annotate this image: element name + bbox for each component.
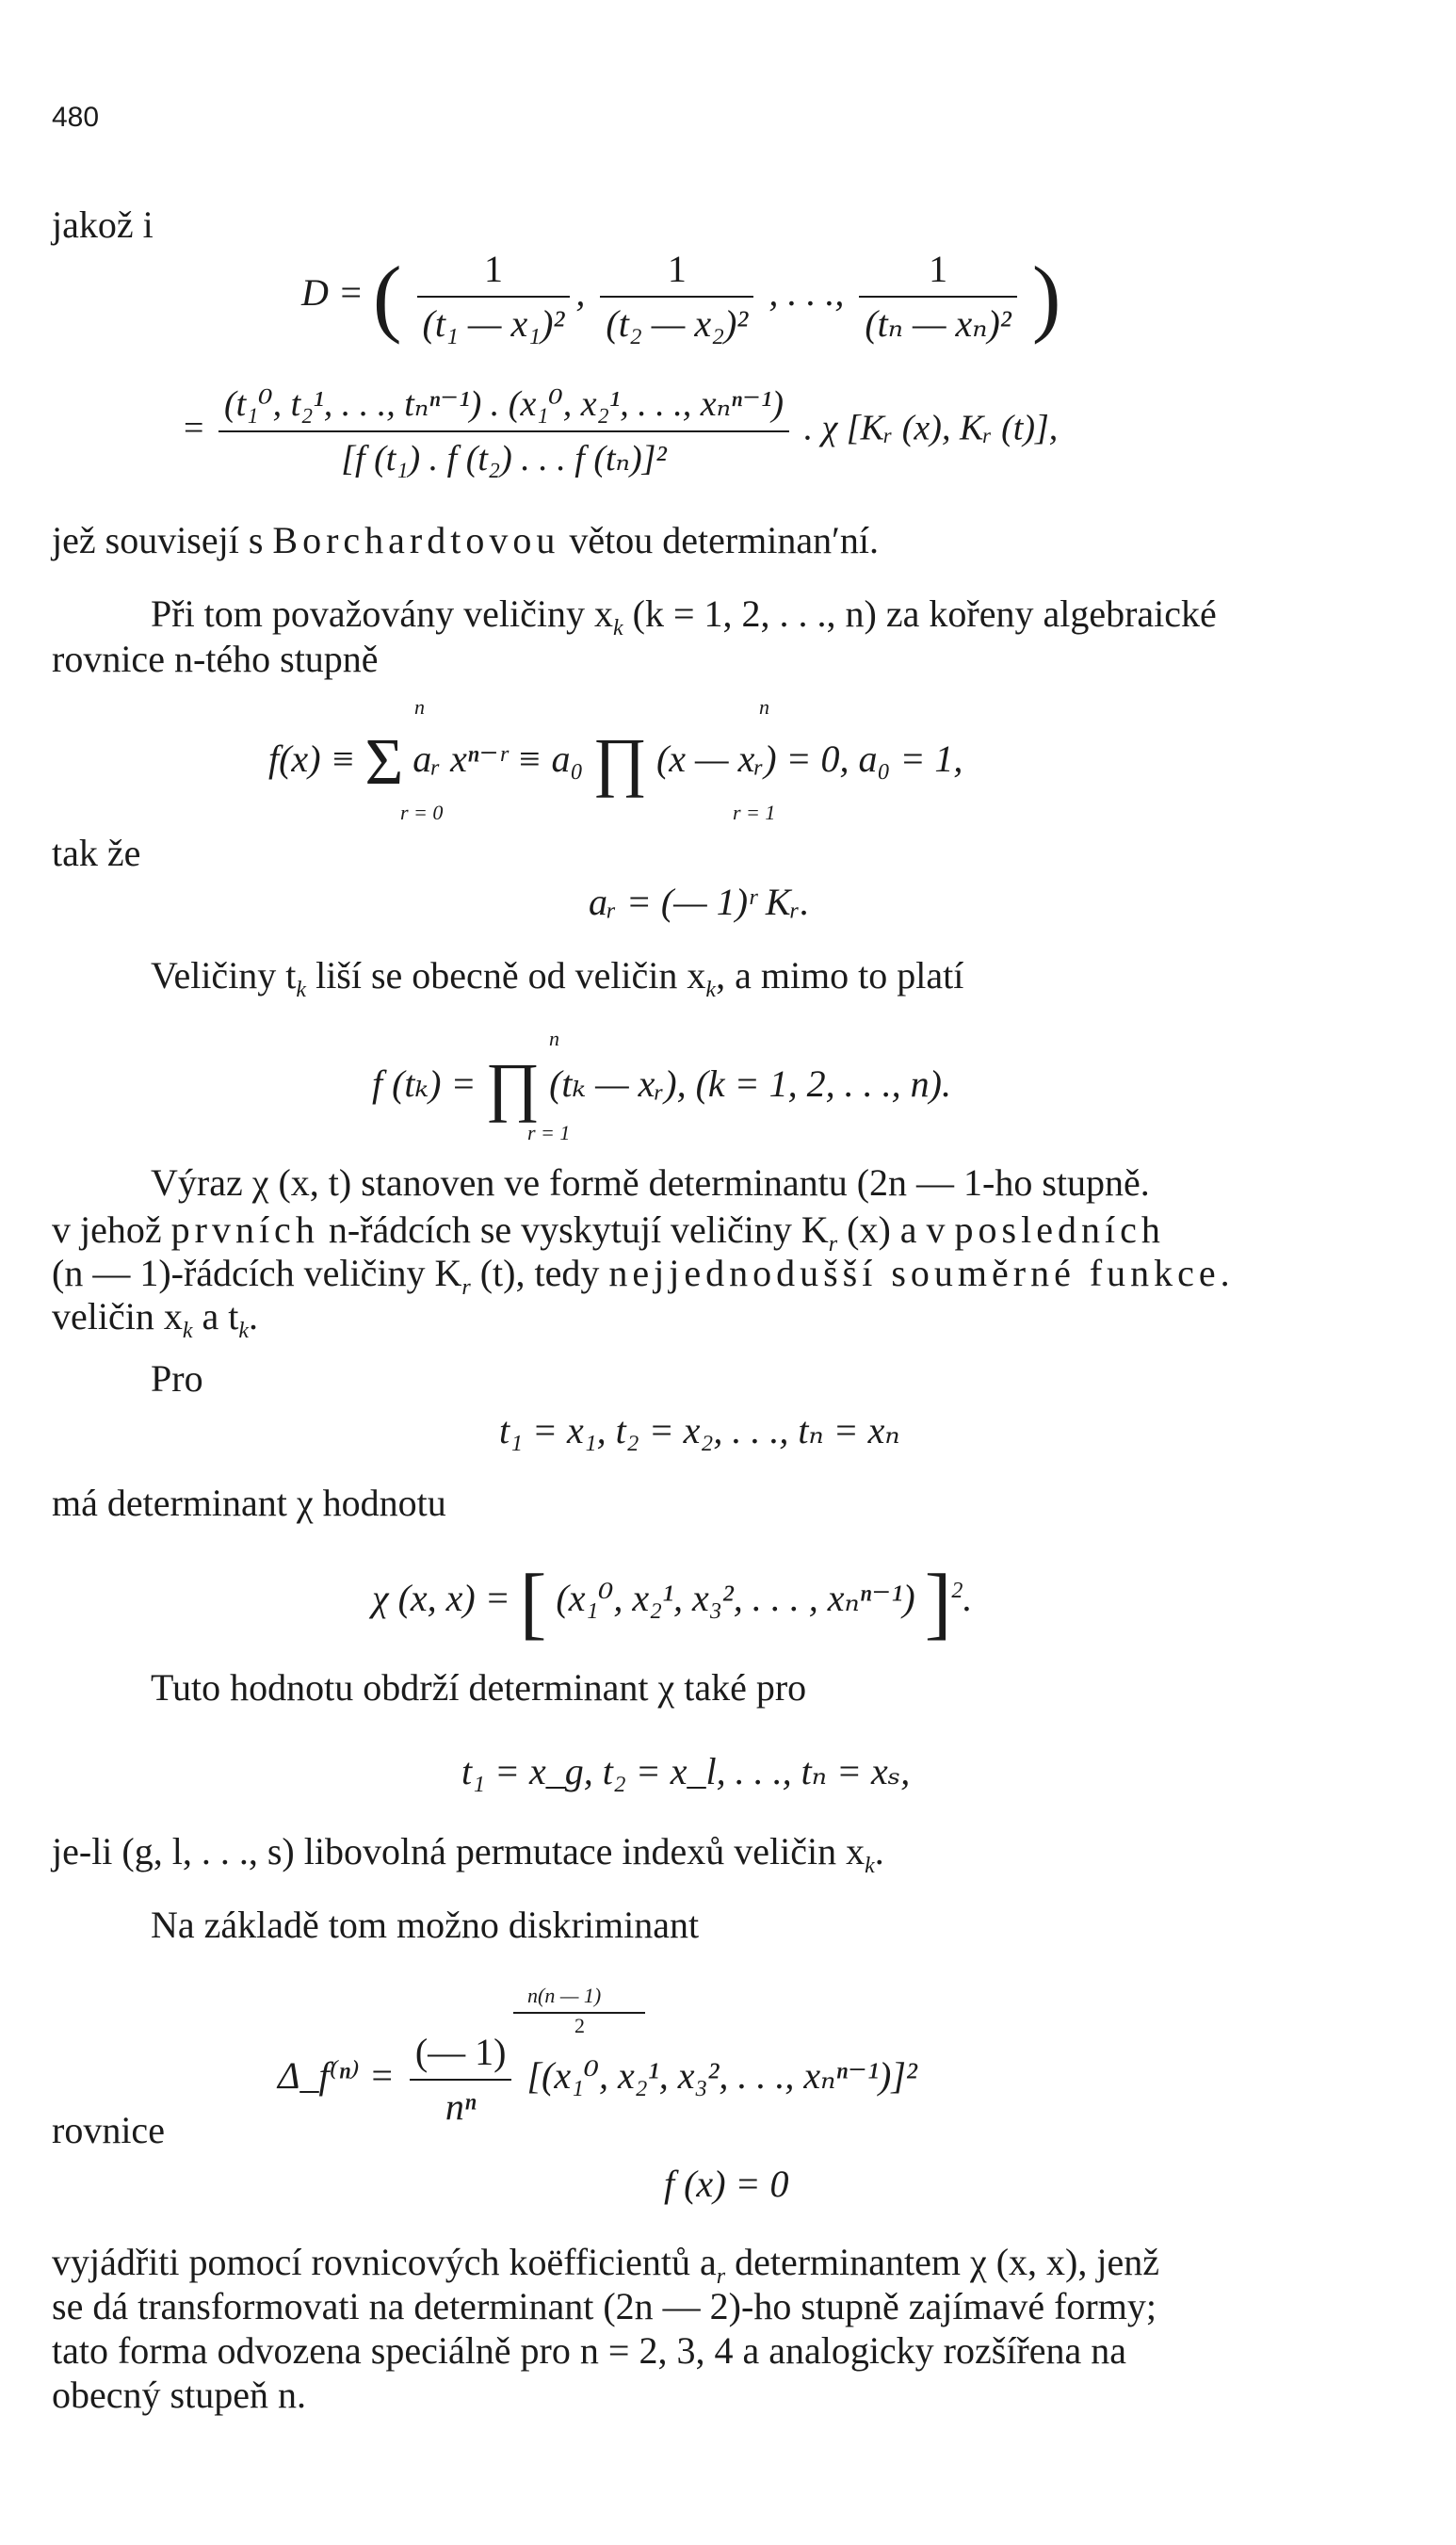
numerator-base: (— 1) [414,2031,507,2073]
exponent-numerator: n(n — 1) [527,1984,602,2007]
text-line [151,953,963,1013]
denominator: (t₂ — x₂)² [600,296,753,347]
text-span: větou determinanʹní. [569,519,880,561]
text-line: tato forma odvozena speciálně pro n = 2, 3, 4 a analogicky rozšířena na [52,2329,1127,2372]
equation-mid: aᵣ xⁿ⁻ʳ ≡ a₀ [413,738,584,781]
equation-lhs: f (tₖ) = [372,1062,477,1106]
equation-lhs: χ (x, x) = [372,1577,510,1620]
equation-tail: . χ [Kᵣ (x), Kᵣ (t)], [803,408,1059,448]
text-span: liší se obecně od veličin x [315,954,706,997]
text-span: n-řádcích se vyskytují veličiny K [328,1208,829,1251]
text-line: Na základě tom možno diskriminant [151,1904,700,1946]
sum-symbol: Σ [364,726,404,799]
denominator: (t₁ — x₁)² [417,296,571,347]
bracket-open: [ [519,1557,547,1647]
subscript: k [182,1319,193,1343]
spaced-word: prvních [170,1208,319,1251]
text-span: vyjádřiti pomocí rovnicových koëfficientů a [52,2241,717,2283]
equation-lhs: Δ_f⁽ⁿ⁾ = [278,2054,395,2098]
text-line: jakož i [52,203,154,246]
exponent-denominator: 2 [574,2014,585,2037]
equation-inner: (x₁⁰, x₂¹, x₃², . . . , xₙⁿ⁻¹) [556,1577,915,1620]
text-span: jež souvisejí s [52,519,264,561]
product-upper-limit: n [759,695,769,719]
equation-rhs: (tₖ — xᵣ), (k = 1, 2, . . ., n). [549,1062,951,1106]
equation-rhs: [(x₁⁰, x₂¹, x₃², . . ., xₙⁿ⁻¹)]² [526,2054,917,2098]
product-symbol: ∏ [592,726,647,799]
sum-upper-limit: n [414,695,425,719]
text-line: se dá transformovati na determinant (2n — 2)-ho stupně zajímavé formy; [52,2285,1157,2327]
equation-t: t₁ = x₁, t₂ = x₂, . . ., tₙ = xₙ [499,1409,900,1451]
text-line: obecný stupeň n. [52,2374,306,2416]
text-line: Výraz χ (x, t) stanoven ve formě determinantu (2n — 1-ho stupně. [151,1161,1150,1204]
text-line: je-li (g, l, . . ., s) libovolná permutace indexů veličin $x_k$. [52,1830,884,1878]
subscript: k [865,1854,875,1878]
text-line: má determinant χ hodnotu [52,1482,446,1524]
subscript: k [238,1319,250,1343]
text-span: , a mimo to platí [716,954,964,997]
text-line: Tuto hodnotu obdrží determinant χ také pro [151,1666,807,1709]
equation-D-continued [184,381,1058,481]
equation-D: D = ( $\frac{1}{\text{(t₁ — x₁)²}}$ , $\frac{1}{\text{(t₂ — x₂)²}}$ , . . ., $\frac{1}{\text{(tₙ — xₙ)²}}$ ) [301,248,1061,345]
text-line: vyjádřiti pomocí rovnicových koëfficientů $a_r$ determinantem χ (x, x), jenž [52,2241,1159,2289]
spaced-word: posledních [954,1208,1165,1251]
product-lower-limit: r = 1 [527,1121,571,1144]
text-line [52,518,879,563]
equation-f [268,726,963,799]
equation-a: aᵣ = (— 1)ʳ Kᵣ. [589,881,810,923]
equation-lhs: D = [301,271,364,315]
fraction [410,2030,512,2130]
numerator: 1 [667,248,687,290]
numerator: 1 [929,248,948,290]
spaced-phrase: nejjednodušší souměrné funkce. [608,1252,1235,1294]
equation-t-perm: t₁ = x_g, t₂ = x_l, . . ., tₙ = xₛ, [461,1750,911,1792]
fraction [218,381,789,481]
equation-lhs: f(x) ≡ [268,738,356,781]
text-span: (n — 1)-řádcích veličiny K [52,1252,462,1294]
numerator: 1 [483,248,503,290]
fraction [859,247,1017,347]
text-line: (n — 1)-řádcích veličiny $K_r$ (t), tedy nejjednodušší souměrné funkce. [52,1252,1235,1300]
denominator: [f (t₁) . f (t₂) . . . f (tₙ)]² [218,430,789,481]
page-number: 480 [52,102,100,133]
product-lower-limit: r = 1 [733,801,776,824]
spaced-name: Borchardtovou [272,519,560,561]
fraction [600,247,753,347]
text-line: Pro [151,1357,203,1400]
paren-close: ) [1031,249,1061,345]
denominator: nⁿ [410,2079,512,2130]
text-span: veličin x [52,1295,183,1337]
paren-open: ( [372,249,402,345]
product-upper-limit: n [549,1027,559,1050]
text-span: (k = 1, 2, . . ., n) za kořeny algebraické [632,592,1217,635]
ellipsis: , . . ., [768,271,845,315]
numerator [410,2030,512,2079]
equation-fx0: f (x) = 0 [664,2163,789,2205]
numerator: (t₁⁰, t₂¹, . . ., tₙⁿ⁻¹) . (x₁⁰, x₂¹, . . ., xₙⁿ⁻¹) [223,384,785,424]
text-span: determinantem χ (x, x), jenž [735,2241,1159,2283]
text-span: v jehož [52,1208,162,1251]
text-line: tak že [52,832,141,874]
subscript: k [296,978,307,1002]
subscript: k [705,978,717,1002]
text-line: v jehož prvních n-řádcích se vyskytují veličiny $K_r$ (x) a v posledních [52,1208,1165,1256]
text-line: veličin $x_k$ a $t_k$. [52,1295,259,1343]
text-span: (x) a v [847,1208,946,1251]
text-line: rovnice n-tého stupně [52,638,379,680]
bracket-close: ] [924,1557,952,1647]
sum-lower-limit: r = 0 [400,801,444,824]
denominator: (tₙ — xₙ)² [859,296,1017,347]
text-span: (t), tedy [479,1252,600,1294]
text-span: Veličiny t [151,954,297,997]
subscript: k [613,616,623,640]
equals-sign: = [184,408,204,448]
equation-rhs: (x — xᵣ) = 0, a₀ = 1, [655,738,963,781]
text-span: a t [202,1295,239,1337]
fraction [417,247,571,347]
equation-ftk [372,1051,951,1124]
exponent: 2 [951,1578,963,1603]
equation-discriminant [278,2030,917,2130]
product-symbol: ∏ [485,1051,541,1124]
equation-chi: χ (x, x) = [ (x₁⁰, x₂¹, x₃², . . . , xₙⁿ⁻¹) ]$^2$. [372,1557,973,1647]
text-span: je-li (g, l, . . ., s) libovolná permutace indexů veličin x [52,1830,866,1872]
text-line: rovnice [52,2109,165,2151]
text-span: Při tom považovány veličiny x [151,592,614,635]
